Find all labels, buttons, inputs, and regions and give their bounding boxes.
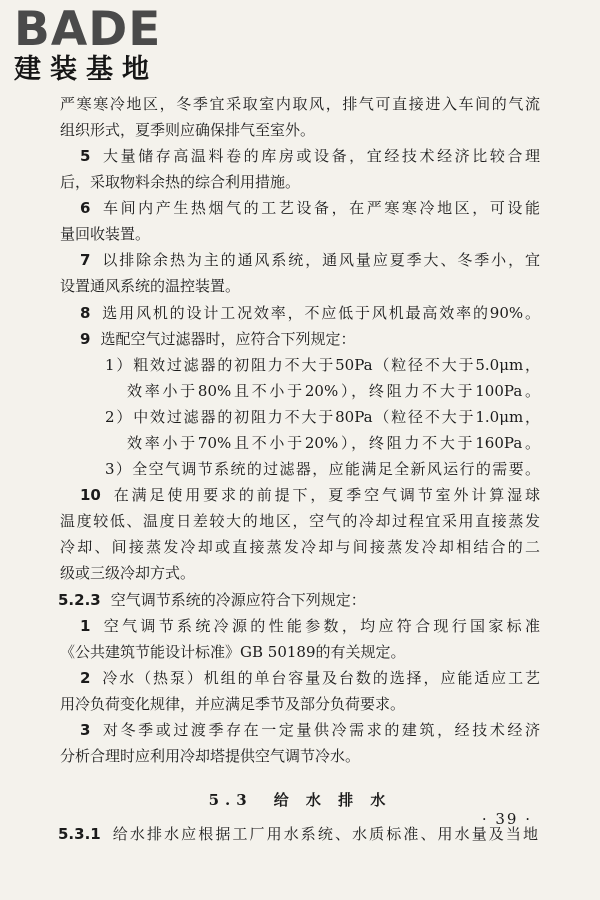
list-item-2: 2）中效过滤器的初阻力不大于80Pa（粒径不大于1.0μm， xyxy=(105,408,540,426)
clause-number: 8 xyxy=(80,304,91,322)
clause-6: 6 车间内产生热烟气的工艺设备，在严寒寒冷地区，可设能 xyxy=(80,199,540,217)
clause-5: 5 大量储存高温料卷的库房或设备，宜经技术经济比较合理 xyxy=(80,147,540,165)
text-line: 设置通风系统的温控装置。 xyxy=(60,277,241,295)
text-line: 量回收装置。 xyxy=(60,225,151,243)
clause-number: 9 xyxy=(80,330,91,348)
clause-number: 7 xyxy=(80,251,91,269)
clause-number: 10 xyxy=(80,486,101,504)
clause-10: 10 在满足使用要求的前提下，夏季空气调节室外计算湿球 xyxy=(80,486,540,504)
clause-7: 7 以排除余热为主的通风系统，通风量应夏季大、冬季小，宜 xyxy=(80,251,540,269)
section-title: 5.3 给 水 排 水 xyxy=(208,791,392,809)
bade-logo xyxy=(14,2,184,85)
text-line: 组织形式，夏季则应确保排气至室外。 xyxy=(60,121,316,139)
clause-5-2-3-2: 2 冷水（热泵）机组的单台容量及台数的选择，应能适应工艺 xyxy=(80,669,540,687)
clause-number: 6 xyxy=(80,199,91,217)
text-line: 《公共建筑节能设计标准》GB 50189的有关规定。 xyxy=(60,643,406,661)
list-item-3: 3）全空气调节系统的过滤器，应能满足全新风运行的需要。 xyxy=(105,460,540,478)
logo-wordmark: BADE xyxy=(14,2,162,57)
text-line: 严寒寒冷地区，冬季宜采取室内取风，排气可直接进入车间的气流 xyxy=(60,95,540,113)
clause-5-2-3-1: 1 空气调节系统冷源的性能参数，均应符合现行国家标准 xyxy=(80,617,540,635)
clause-number: 5 xyxy=(80,147,91,165)
clause-5-3-1: 5.3.1 给水排水应根据工厂用水系统、水质标准、用水量及当地 xyxy=(58,825,538,843)
clause-number: 2 xyxy=(80,669,91,687)
text-line: 级或三级冷却方式。 xyxy=(60,564,196,582)
list-item-2-cont: 效率小于70%且不小于20%），终阻力不大于160Pa。 xyxy=(127,434,540,452)
logo-chinese-name: 建装基地 xyxy=(14,54,158,85)
text-line: 冷却、间接蒸发冷却或直接蒸发冷却与间接蒸发冷却相结合的二 xyxy=(60,538,540,556)
text-line: 温度较低、温度日差较大的地区，空气的冷却过程宜采用直接蒸发 xyxy=(60,512,540,530)
clause-8: 8 选用风机的设计工况效率，不应低于风机最高效率的90%。 xyxy=(80,304,540,322)
text-line: 用冷负荷变化规律，并应满足季节及部分负荷要求。 xyxy=(60,695,406,713)
list-item-1-cont: 效率小于80%且不小于20%），终阻力不大于100Pa。 xyxy=(127,382,540,400)
clause-5-2-3-3: 3 对冬季或过渡季存在一定量供冷需求的建筑，经技术经济 xyxy=(80,721,540,739)
clause-number: 1 xyxy=(80,617,91,635)
clause-number: 5.2.3 xyxy=(58,591,101,609)
text-line: 后，采取物料余热的综合利用措施。 xyxy=(60,173,301,191)
clause-number: 5.3.1 xyxy=(58,825,101,843)
page-number: · 39 · xyxy=(481,810,532,828)
clause-number: 3 xyxy=(80,721,91,739)
text-line: 分析合理时应利用冷却塔提供空气调节冷水。 xyxy=(60,747,361,765)
list-item-1: 1）粗效过滤器的初阻力不大于50Pa（粒径不大于5.0μm， xyxy=(105,356,540,374)
clause-9: 9 选配空气过滤器时，应符合下列规定： xyxy=(80,330,356,348)
clause-5-2-3: 5.2.3 空气调节系统的冷源应符合下列规定： xyxy=(58,591,366,609)
